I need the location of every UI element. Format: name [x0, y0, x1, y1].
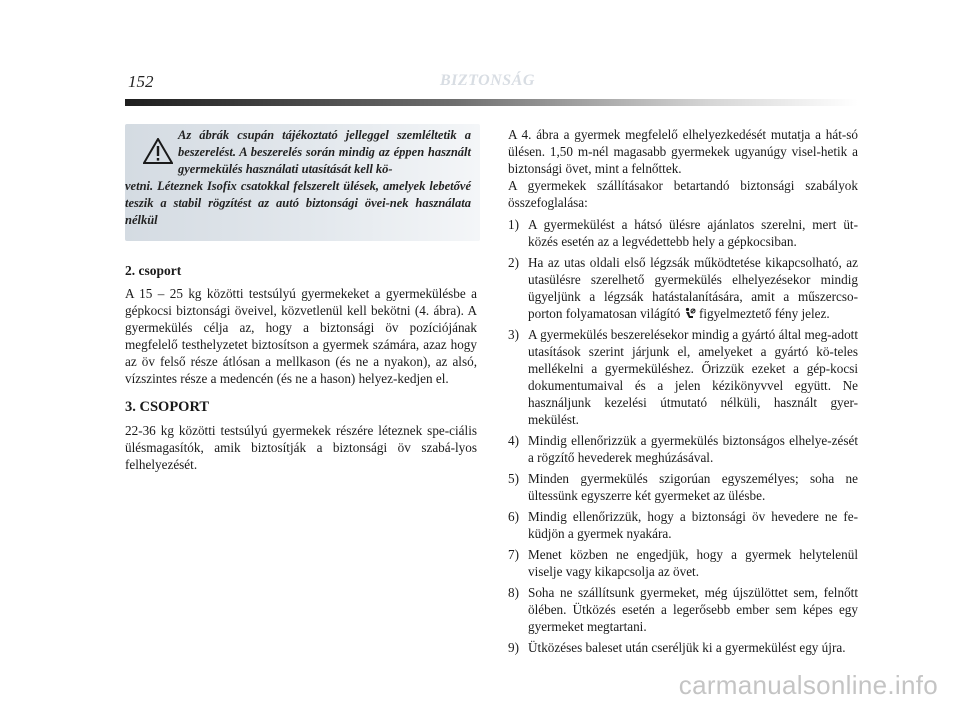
list-item: [508, 432, 858, 466]
intro-paragraph: A 4. ábra a gyermek megfelelő elhelyezkedését mutatja a hát-só ülésen. 1,50 m-nél magasabb gyermekek ugyanúgy visel-hetik a biztonsági övet, mint a felnőttek.: [508, 127, 858, 176]
list-item: [508, 546, 858, 580]
rules-intro: A gyermekek szállításakor betartandó biztonsági szabályok összefoglalása:: [508, 178, 858, 210]
list-item: [508, 584, 858, 635]
list-item-text: Menet közben ne engedjük, hogy a gyermek helytelenül viselje vagy kikapcsolja az övet.: [528, 547, 858, 579]
list-item: [508, 508, 858, 542]
warning-text-full: vetni. Léteznek Isofix csatokkal felszerelt ülések, amelyek lebetővé teszik a stabil rögzítést az autó biztonsági övei-nek használata nélkül: [125, 179, 471, 227]
safety-rules-list: [508, 216, 858, 656]
list-item-number: 8): [508, 585, 519, 600]
list-item-text: Ütközéses baleset után cseréljük ki a gyermekülést egy újra.: [528, 640, 846, 655]
group2-paragraph: A 15 – 25 kg közötti testsúlyú gyermekeket a gyermekülésbe a gépkocsi biztonsági öveivel, közvetlenül kell bekötni (4. ábra). A gyermekülés célja az, hogy a biztonsági öv pozíciójának megfelelő testhelyzetet biztosítson a gyermek számára, azaz hogy az öv felső része átlósan a mellkason (és ne a nyakon), az alsó, vízszintes része a medencén (és ne a hason) helyez-kedjen el.: [125, 286, 477, 386]
left-column: [125, 262, 477, 473]
list-item: [508, 639, 858, 656]
list-item: [508, 254, 858, 322]
group2-heading: 2. csoport: [125, 263, 182, 278]
list-item-number: 4): [508, 433, 519, 448]
list-item: [508, 216, 858, 250]
list-item-text-after: figyelmeztető fény jelez.: [698, 306, 830, 321]
group3-paragraph: 22-36 kg közötti testsúlyú gyermekek részére léteznek spe-ciális ülésmagasítók, amik biztosítják a biztonsági öv szabá-lyos felhelyezését.: [125, 423, 477, 472]
right-column: [508, 126, 858, 660]
list-item-text: Soha ne szállítsunk gyermeket, még újszülöttet sem, felnőtt ölében. Ütközés esetén a legerősebb ember sem képes egy gyermeket megtartani.: [528, 585, 858, 634]
warning-text: [125, 127, 471, 229]
list-item-text: A gyermekülés beszerelésekor mindig a gyártó által meg-adott utasítások szerint járjunk el, amelyeket a gyártó kö-teles mellékelni a gyermeküléshez. Őrizzük ezeket a gép-kocsi dokumentumaival és a jelen kézikönyvvel együtt. Ne használjunk kezelési útmutató nélküli, használt gyer-mekülést.: [528, 327, 858, 427]
list-item-number: 3): [508, 327, 519, 342]
page-number: 152: [128, 72, 154, 91]
list-item-number: 5): [508, 471, 519, 486]
list-item-text: Mindig ellenőrizzük a gyermekülés biztonságos elhelye-zését a rögzítő hevederek meghúzásával.: [528, 433, 858, 465]
header-rule: [125, 99, 858, 106]
list-item-text: Minden gyermekülés szigorúan egyszemélyes; soha ne ültessünk egyszerre két gyermeket az ülésbe.: [528, 471, 858, 503]
list-item-number: 2): [508, 255, 519, 270]
list-item: [508, 326, 858, 428]
list-item-number: 9): [508, 640, 519, 655]
list-item-text: Ha az utas oldali első légzsák működtetése kikapcsolható, az utasülésre szerelhető gyermekülés elhelyezésekor mindig ügyeljünk a légzsák hatástalanítására, amit a műszercso-porton folyamatosan világító: [528, 255, 858, 321]
list-item-text: Mindig ellenőrizzük, hogy a biztonsági öv hevedere ne fe-küdjön a gyermek nyakára.: [528, 509, 858, 541]
list-item-number: 7): [508, 547, 519, 562]
list-item: [508, 470, 858, 504]
list-item-number: 6): [508, 509, 519, 524]
section-title: BIZTONSÁG: [440, 72, 535, 89]
list-item-number: 1): [508, 217, 519, 232]
airbag-off-icon: [684, 307, 696, 319]
watermark-link[interactable]: carmanualsonline.info: [678, 670, 938, 700]
group3-heading: 3. CSOPORT: [125, 399, 210, 415]
warning-text-indented: Az ábrák csupán tájékoztató jelleggel szemléltetik a beszerelést. A beszerelés során mindig az éppen használt gyermekülés használati utasítását kell kö-: [178, 128, 471, 176]
list-item-text: A gyermekülést a hátsó ülésre ajánlatos szerelni, mert üt-közés esetén az a legvédettebb hely a gépkocsiban.: [528, 217, 858, 249]
